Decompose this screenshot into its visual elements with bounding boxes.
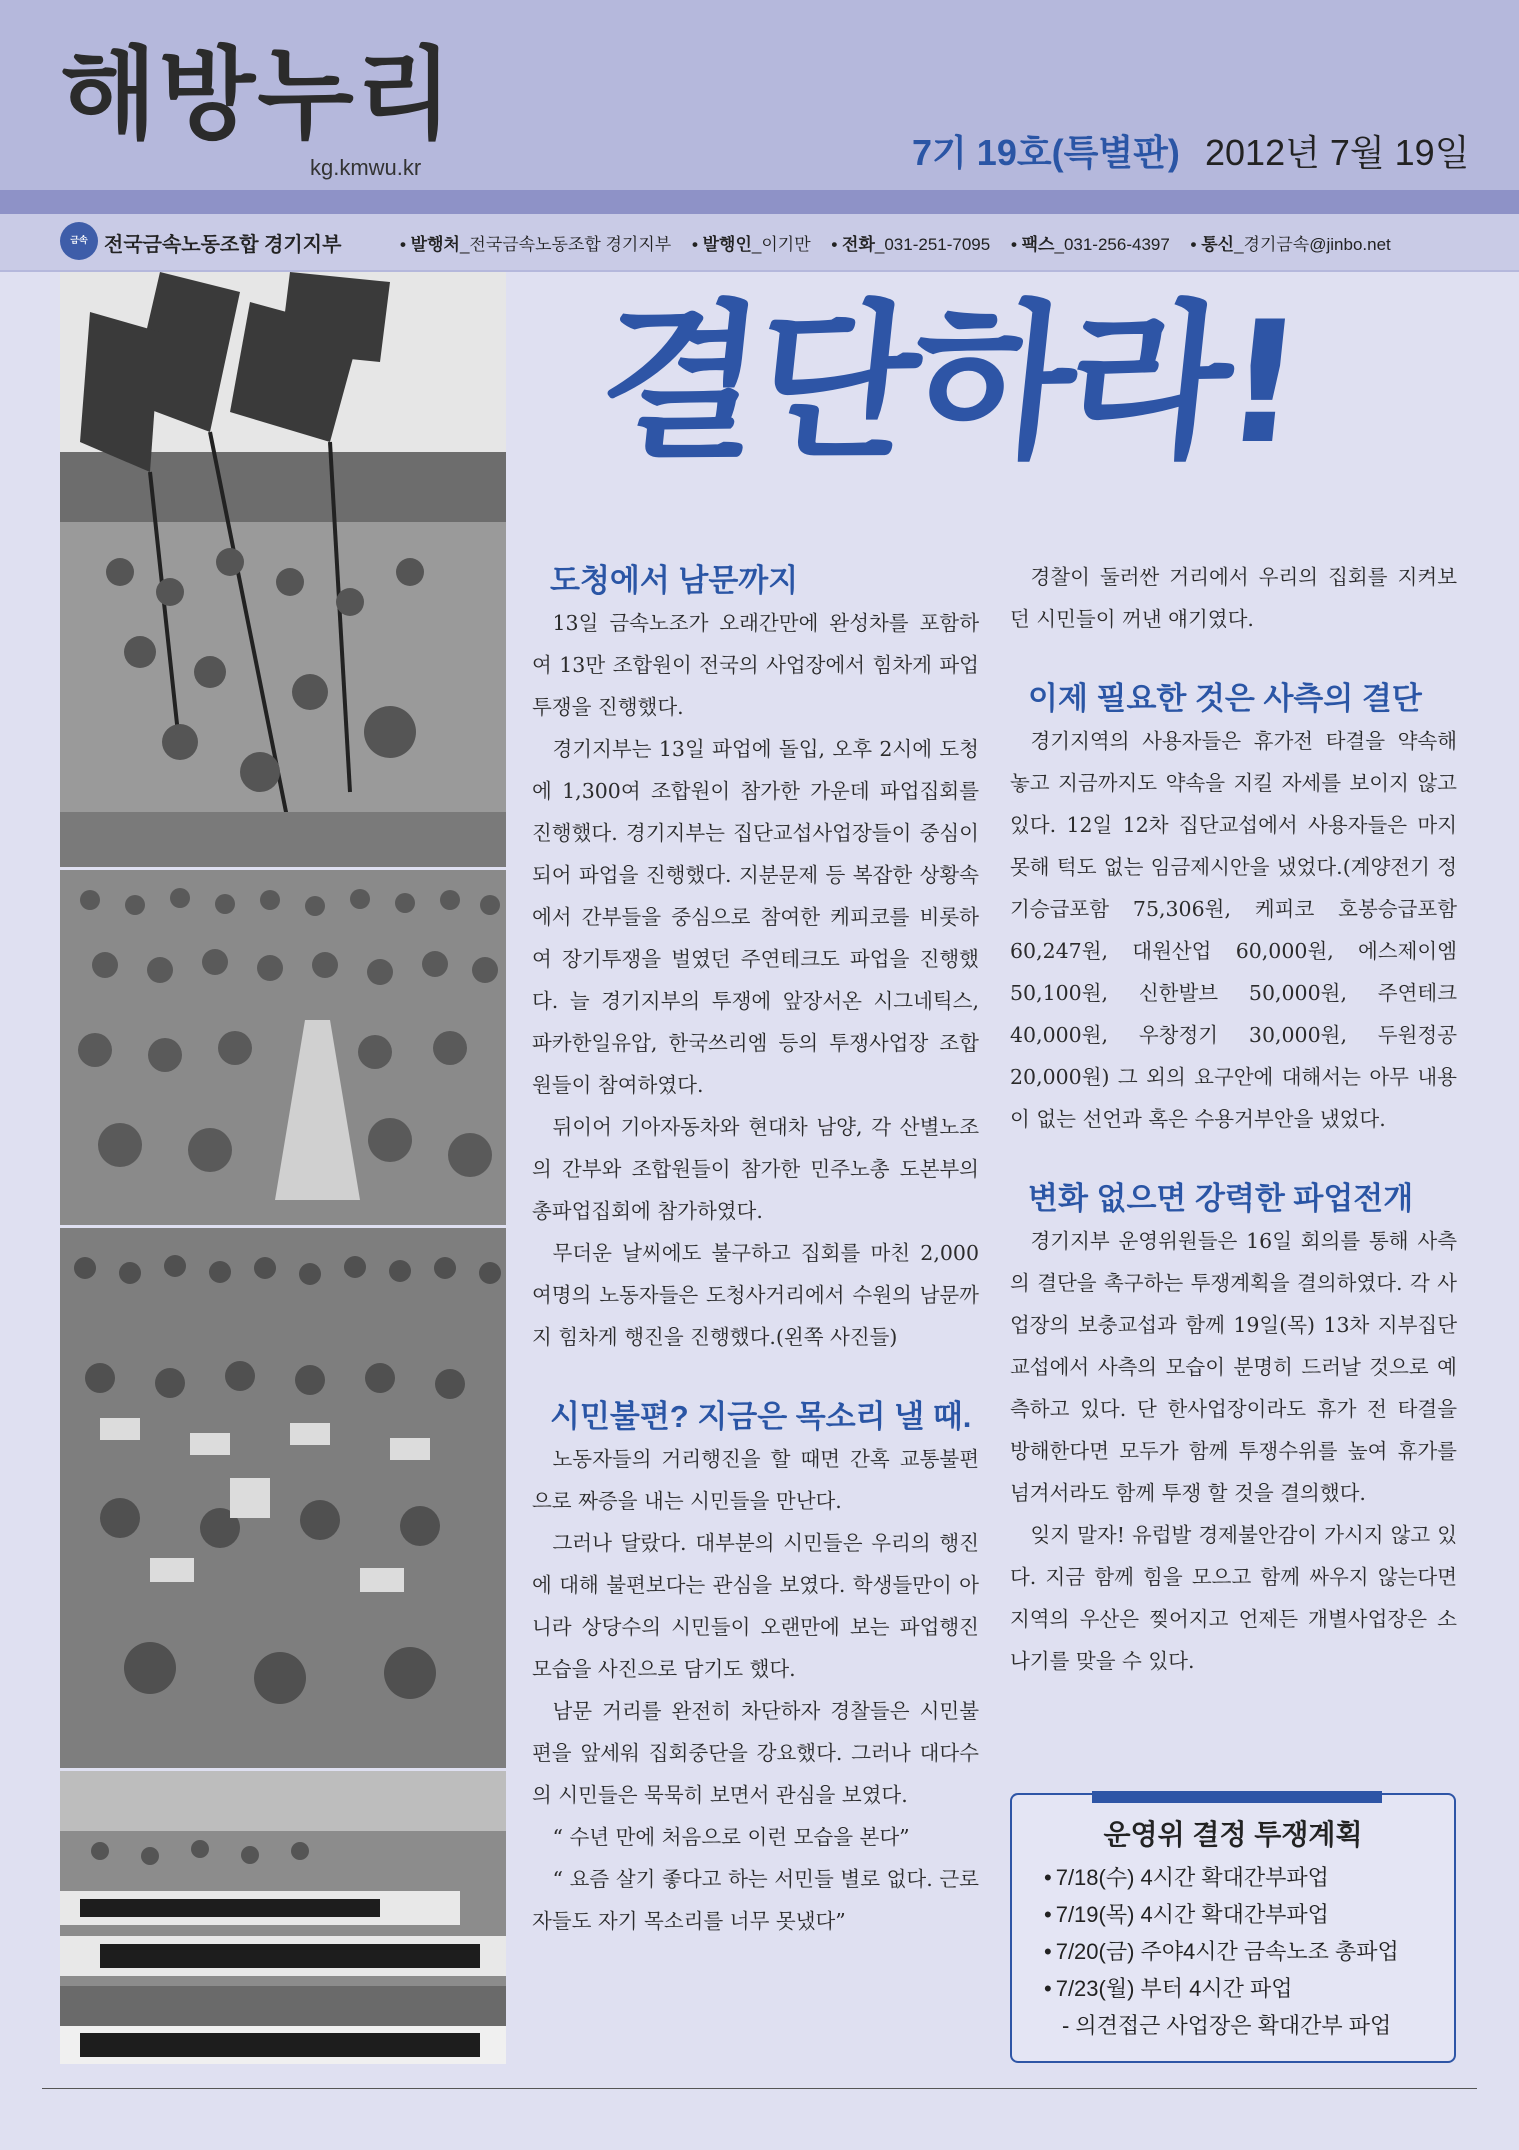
publisher-item: • 팩스_031-256-4397 (1010, 235, 1170, 254)
section-heading: 이제 필요한 것은 사측의 결단 (1028, 681, 1422, 716)
section-heading: 변화 없으면 강력한 파업전개 (1028, 1181, 1414, 1216)
newspaper-logo: 해방누리 (60, 36, 455, 153)
publisher-item: • 전화_031-251-7095 (831, 235, 991, 254)
section-heading: 도청에서 남문까지 (550, 563, 799, 598)
footer-rule (42, 2088, 1477, 2089)
plan-item: • 7/23(월) 부터 4시간 파업 (1044, 1970, 1399, 2007)
article-column-right (1010, 556, 1457, 1682)
article-paragraph: 무더운 날씨에도 불구하고 집회를 마친 2,000여명의 노동자들은 도청사거리에서 수원의 남문까지 힘차게 행진을 진행했다.(왼쪽 사진들) (532, 1241, 979, 1349)
plan-item: • 7/18(수) 4시간 확대간부파업 (1044, 1859, 1399, 1896)
plan-item: • 7/19(목) 4시간 확대간부파업 (1044, 1896, 1399, 1933)
union-name: 전국금속노동조합 경기지부 (104, 234, 342, 256)
article-paragraph: 그러나 달랐다. 대부분의 시민들은 우리의 행진에 대해 불편보다는 관심을 보였다. 학생들만이 아니라 상당수의 시민들이 오랜만에 보는 파업행진 모습을 사진으로 담기도 했다. (532, 1531, 979, 1681)
article-paragraph: 경기지부 운영위원들은 16일 회의를 통해 사측의 결단을 촉구하는 투쟁계획을 결의하였다. 각 사업장의 보충교섭과 함께 19일(목) 13차 지부집단교섭에서 사측의 모습이 분명히 드러날 것으로 예측하고 있다. 단 한사업장이라도 휴가 전 타결을 방해한다면 모두가 함께 투쟁수위를 높여 휴가를 넘겨서라도 함께 투쟁 할 것을 결의했다. (1010, 1229, 1457, 1505)
article-paragraph: 경찰이 둘러싼 거리에서 우리의 집회를 지켜보던 시민들이 꺼낸 얘기였다. (1010, 565, 1457, 631)
issue-date: 2012년 7월 19일 (1205, 132, 1470, 173)
plan-item: • 7/20(금) 주야4시간 금속노조 총파업 (1044, 1933, 1399, 1970)
article-paragraph: 뒤이어 기아자동차와 현대차 남양, 각 산별노조의 간부와 조합원들이 참가한 민주노총 도본부의 총파업집회에 참가하였다. (532, 1115, 979, 1223)
article-paragraph: 남문 거리를 완전히 차단하자 경찰들은 시민불편을 앞세워 집회중단을 강요했다. 그러나 대다수의 시민들은 묵묵히 보면서 관심을 보였다. (532, 1699, 979, 1807)
section-heading: 시민불편? 지금은 목소리 낼 때. (550, 1399, 972, 1434)
article-quote: “ 요즘 살기 좋다고 하는 서민들 별로 없다. 근로자들도 자기 목소리를 너무 못냈다” (532, 1867, 979, 1933)
article-quote: “ 수년 만에 처음으로 이런 모습을 본다” (552, 1825, 910, 1849)
publisher-item: • 발행인_이기만 (691, 235, 811, 254)
header-stripe (0, 190, 1519, 214)
photo-street-banners (60, 1771, 506, 2064)
publisher-info (400, 230, 1407, 255)
publisher-item: • 발행처_전국금속노동조합 경기지부 (400, 235, 672, 254)
photo-rally-signs (60, 1228, 506, 1768)
article-paragraph: 잊지 말자! 유럽발 경제불안감이 가시지 않고 있다. 지금 함께 힘을 모으고 함께 싸우지 않는다면 지역의 우산은 찢어지고 언제든 개별사업장은 소나기를 맞을 수 있다. (1010, 1523, 1457, 1673)
struggle-plan-box (1010, 1793, 1456, 2063)
article-paragraph: 노동자들의 거리행진을 할 때면 간혹 교통불편으로 짜증을 내는 시민들을 만난다. (532, 1447, 979, 1513)
photo-sitting-crowd (60, 870, 506, 1225)
issue-number: 7기 19호(특별판) (912, 132, 1180, 173)
plan-sub-item: - 의견접근 사업장은 확대간부 파업 (1044, 2007, 1399, 2044)
main-headline: 결단하라! (589, 285, 1307, 481)
article-paragraph: 13일 금속노조가 오래간만에 완성차를 포함하여 13만 조합원이 전국의 사업장에서 힘차게 파업 투쟁을 진행했다. (532, 611, 979, 719)
photo-column (60, 272, 506, 2064)
article-column-left (532, 560, 979, 1942)
masthead (0, 0, 1519, 190)
union-emblem-icon: 금속 (60, 222, 98, 260)
publisher-item: • 통신_경기금속@jinbo.net (1190, 235, 1391, 254)
site-url: kg.kmwu.kr (310, 155, 422, 180)
plan-list (1044, 1859, 1399, 2044)
publisher-bar (0, 214, 1519, 272)
photo-flags-march (60, 272, 506, 867)
plan-box-title: 운영위 결정 투쟁계획 (1103, 1819, 1363, 1850)
article-paragraph: 경기지역의 사용자들은 휴가전 타결을 약속해 놓고 지금까지도 약속을 지킬 자세를 보이지 않고 있다. 12일 12차 집단교섭에서 사용자들은 마지못해 턱도 없는 임금제시안을 냈었다.(계양전기 정기승급포함 75,306원, 케피코 호봉승급포함 60,247원, 대원산업 60,000원, 에스제이엠 50,100원, 신한발브 50,000원, 주연테크 40,000원, 우창정기 30,000원, 두원정공 20,000원) 그 외의 요구안에 대해서는 아무 내용이 없는 선언과 혹은 수용거부안을 냈었다. (1010, 729, 1457, 1131)
plan-box-accent-bar (1092, 1791, 1382, 1803)
article-paragraph: 경기지부는 13일 파업에 돌입, 오후 2시에 도청에 1,300여 조합원이 참가한 가운데 파업집회를 진행했다. 경기지부는 집단교섭사업장들이 중심이 되어 파업을 진행했다. 지분문제 등 복잡한 상황속에서 간부들을 중심으로 참여한 케피코를 비롯하여 장기투쟁을 벌였던 주연테크도 파업을 진행했다. 늘 경기지부의 투쟁에 앞장서온 시그네틱스, 파카한일유압, 한국쓰리엠 등의 투쟁사업장 조합원들이 참여하였다. (532, 737, 979, 1097)
